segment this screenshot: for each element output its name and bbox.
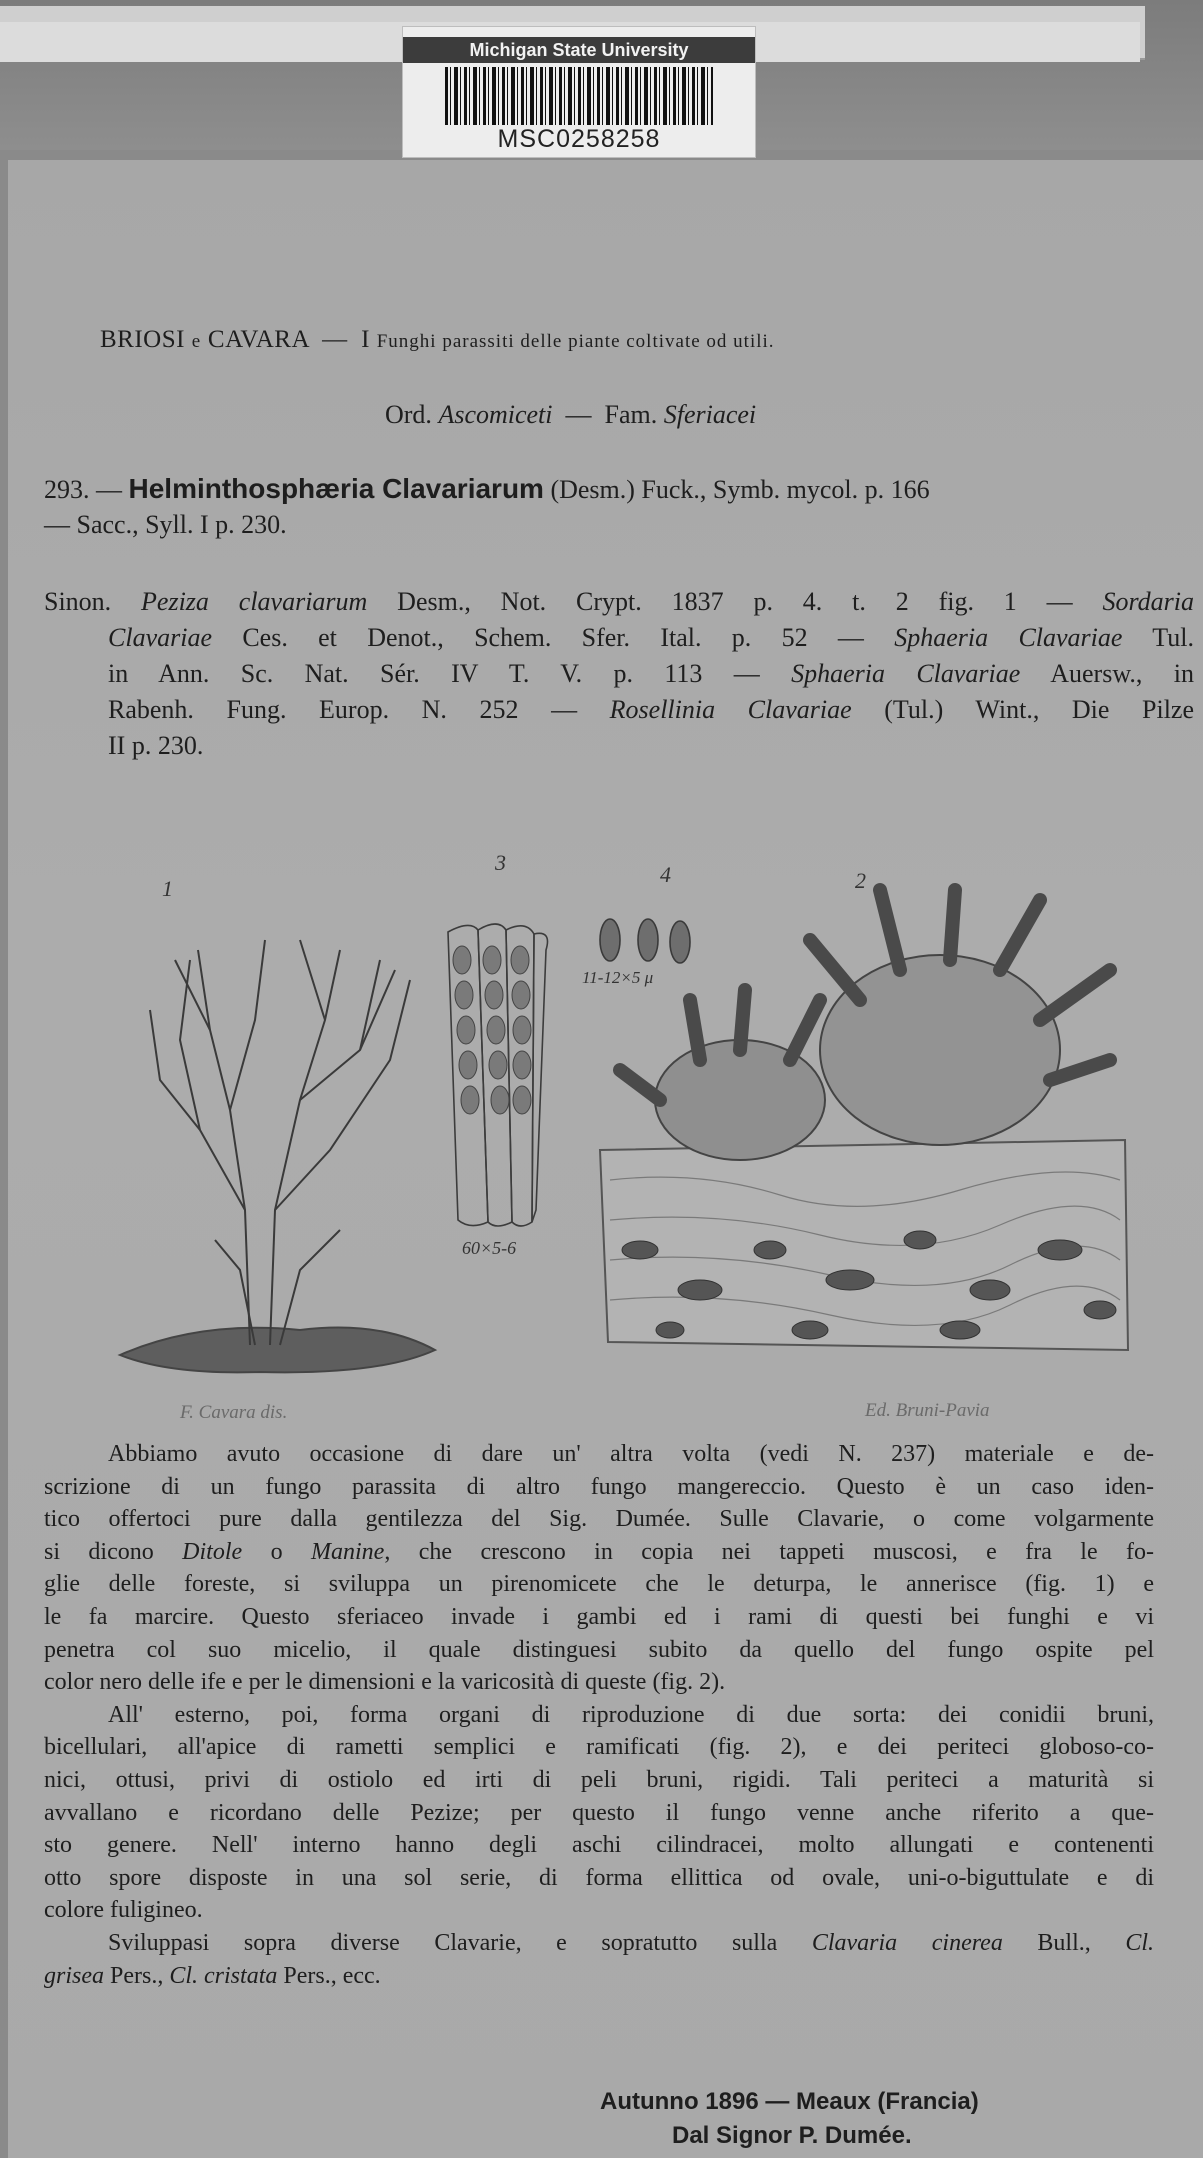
text-line: sto genere. Nell' interno hanno degli aschi cilindracei, molto allungati e contenenti <box>44 1832 1154 1859</box>
text-line: si dicono Ditole o Manine, che crescono in copia nei tappeti muscosi, e fra le fo- <box>44 1538 1155 1565</box>
series-title: Funghi parassiti delle piante coltivate od utili. <box>376 331 775 352</box>
text-line: scrizione di un fungo parassita di altro fungo mangereccio. Questo è un caso iden- <box>44 1473 1154 1500</box>
classification-line <box>385 400 756 430</box>
series-header <box>100 326 775 354</box>
text-line: All' esterno, poi, forma organi di riproduzione di due sorta: dei conidii bruni, <box>108 1701 1154 1728</box>
text-line: tico offertoci pure dalla gentilezza del Sig. Dumée. Sulle Clavarie, o come volgarmente <box>44 1506 1154 1533</box>
header-dash: — <box>322 326 348 353</box>
text-line: grisea Pers., Cl. cristata Pers., ecc. <box>44 1962 381 1989</box>
author-briosi: BRIOSI <box>100 326 185 353</box>
illustration-plate <box>0 850 1203 1430</box>
barcode-graphic <box>445 67 713 125</box>
series-first-word: I <box>361 326 370 353</box>
text-line: glie delle foreste, si sviluppa un pirenomicete che le deturpa, le annerisce (fig. 1) e <box>44 1571 1154 1598</box>
figure-3-asci-drawing <box>448 924 548 1226</box>
text-line: Abbiamo avuto occasione di dare un' altra volta (vedi N. 237) materiale e de- <box>108 1441 1154 1467</box>
figure-3-label: 3 <box>495 850 506 875</box>
synonym-line: Sinon. Peziza clavariarum Desm., Not. Crypt. 1837 p. 4. t. 2 fig. 1 — Sordaria <box>44 587 1195 616</box>
figure-2-label: 2 <box>855 868 866 893</box>
entry-reference: — Sacc., Syll. I p. 230. <box>44 510 287 539</box>
text-line: bicellulari, all'apice di rametti semplici e ramificati (fig. 2), e dei periteci globoso-co- <box>44 1734 1154 1761</box>
order-name: Ascomiceti <box>438 400 553 429</box>
synonym-line: in Ann. Sc. Nat. Sér. IV T. V. p. 113 — Sphaeria Clavariae Auersw., in <box>108 659 1194 688</box>
text-line: penetra col suo micelio, il quale distinguesi subito da quello del fungo ospite pel <box>44 1636 1154 1663</box>
text-line: avvallano e ricordano delle Pezize; per questo il fungo venne anche riferito a que- <box>44 1799 1154 1826</box>
family-label: Fam. <box>604 400 658 429</box>
figure-3-scale: 60×5-6 <box>462 1238 517 1258</box>
entry-title <box>44 473 930 505</box>
text-line: colore fuligineo. <box>44 1897 203 1924</box>
figure-4-label: 4 <box>660 862 671 887</box>
figure-1-label: 1 <box>162 876 173 901</box>
text-line: color nero delle ife e per le dimensioni e la varicosità di queste (fig. 2). <box>44 1669 726 1696</box>
order-label: Ord. <box>385 400 432 429</box>
text-line: nici, ottusi, privi di ostiolo ed irti di peli bruni, rigidi. Tali periteci a maturità si <box>44 1766 1154 1793</box>
species-name: Helminthosphæria Clavariarum <box>128 473 544 504</box>
description-text <box>44 1438 1154 1992</box>
illustrator-signature: F. Cavara dis. <box>180 1402 288 1423</box>
family-name: Sferiacei <box>663 400 757 429</box>
collector-name: Dal Signor P. Dumée. <box>672 2122 912 2149</box>
entry-number: 293. — <box>44 475 122 504</box>
figure-1-clavaria-drawing <box>120 940 435 1372</box>
text-line: le fa marcire. Questo sferiaceo invade i gambi ed i rami di questi bei funghi e vi <box>44 1603 1154 1630</box>
synonyms-block <box>44 584 1194 764</box>
synonym-line: II p. 230. <box>108 731 204 760</box>
plate-drawings <box>0 850 1203 1430</box>
engraver-signature: Ed. Bruni-Pavia <box>865 1400 990 1421</box>
figure-4-scale: 11-12×5 μ <box>582 968 654 987</box>
synonym-line: Rabenh. Fung. Europ. N. 252 — Rosellinia Clavariae (Tul.) Wint., Die Pilze <box>108 695 1194 724</box>
catalog-number: MSC0258258 <box>497 125 661 153</box>
author-conjunction: e <box>191 331 202 352</box>
author-cavara: CAVARA <box>207 326 309 353</box>
text-line: Sviluppasi sopra diverse Clavarie, e sopratutto sulla Clavaria cinerea Bull., Cl. <box>108 1929 1154 1956</box>
text-line: otto spore disposte in una sol serie, di forma ellittica od ovale, uni-o-biguttulate e di <box>44 1864 1154 1891</box>
specimen-barcode-label <box>402 26 756 158</box>
synonym-line: Clavariae Ces. et Denot., Schem. Sfer. Ital. p. 52 — Sphaeria Clavariae Tul. <box>108 623 1194 652</box>
collection-date-location: Autunno 1896 — Meaux (Francia) <box>600 2088 979 2115</box>
classification-dash: — <box>565 400 592 429</box>
figure-4-spores-drawing <box>600 919 690 963</box>
institution-name: Michigan State University <box>403 37 755 63</box>
species-authority: (Desm.) Fuck., Symb. mycol. p. 166 <box>550 475 930 504</box>
